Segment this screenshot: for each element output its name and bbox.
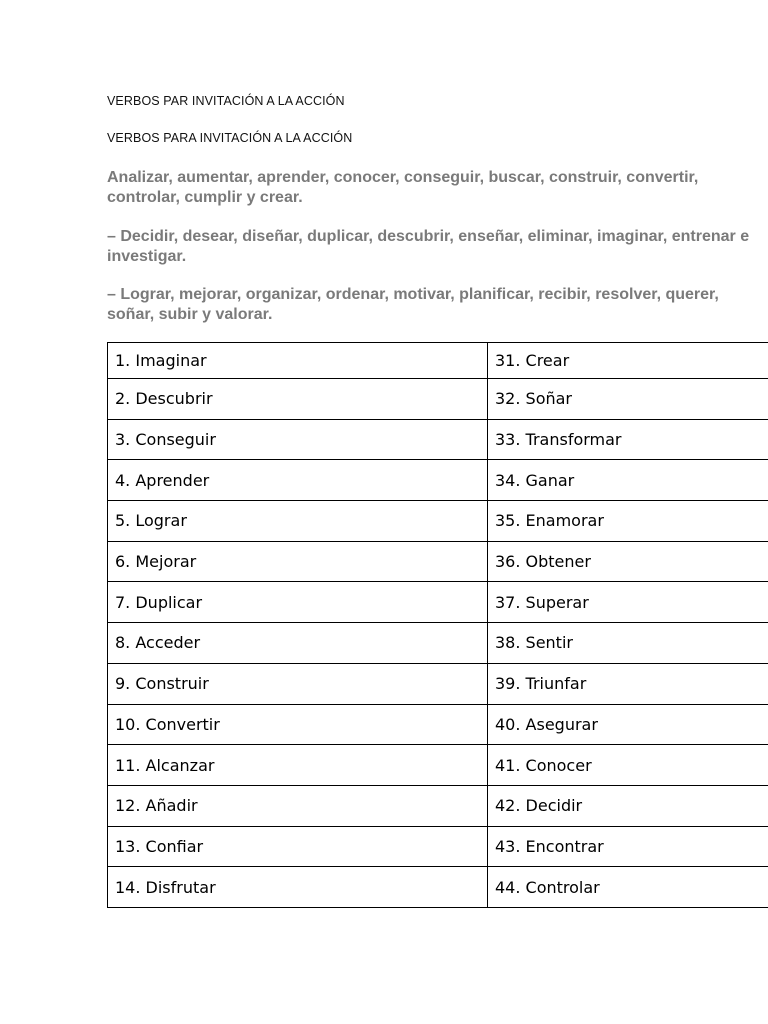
table-row bbox=[108, 542, 768, 583]
table-cell: 10. Convertir bbox=[108, 705, 488, 745]
table-cell: 44. Controlar bbox=[495, 877, 600, 897]
table-row bbox=[108, 745, 768, 786]
table-cell: 42. Decidir bbox=[495, 796, 583, 816]
paragraph-2: – Decidir, desear, diseñar, duplicar, descubrir, enseñar, eliminar, imaginar, entrenar e investigar. bbox=[107, 228, 750, 265]
table-row bbox=[108, 664, 768, 705]
table-row bbox=[108, 705, 768, 746]
verbs-table bbox=[107, 342, 768, 908]
table-row bbox=[108, 867, 768, 908]
paragraph-1: Analizar, aumentar, aprender, conocer, conseguir, buscar, construir, convertir, controlar, cumplir y crear. bbox=[107, 169, 699, 206]
table-cell: 37. Superar bbox=[495, 592, 589, 612]
table-cell: 8. Acceder bbox=[108, 623, 488, 663]
table-cell: 4. Aprender bbox=[108, 460, 488, 500]
document-heading-1: VERBOS PAR INVITACIÓN A LA ACCIÓN bbox=[107, 94, 345, 108]
table-row bbox=[108, 501, 768, 542]
table-cell: 40. Asegurar bbox=[495, 714, 598, 734]
table-row bbox=[108, 827, 768, 868]
table-cell: 39. Triunfar bbox=[495, 674, 587, 694]
table-cell: 31. Crear bbox=[495, 351, 570, 370]
table-row bbox=[108, 460, 768, 501]
table-row bbox=[108, 379, 768, 420]
paragraph-3: – Lograr, mejorar, organizar, ordenar, motivar, planificar, recibir, resolver, querer, soñar, subir y valorar. bbox=[107, 286, 719, 323]
table-cell: 2. Descubrir bbox=[108, 379, 488, 419]
document-heading-2: VERBOS PARA INVITACIÓN A LA ACCIÓN bbox=[107, 131, 353, 145]
table-row bbox=[108, 582, 768, 623]
table-row bbox=[108, 420, 768, 461]
table-cell: 12. Añadir bbox=[108, 786, 488, 826]
table-cell: 3. Conseguir bbox=[108, 420, 488, 460]
table-cell: 43. Encontrar bbox=[495, 836, 604, 856]
table-cell: 14. Disfrutar bbox=[108, 867, 488, 907]
table-cell: 5. Lograr bbox=[108, 501, 488, 541]
table-cell: 6. Mejorar bbox=[108, 542, 488, 582]
table-cell: 36. Obtener bbox=[495, 552, 591, 572]
table-row bbox=[108, 786, 768, 827]
table-cell: 13. Confiar bbox=[108, 827, 488, 867]
table-cell: 38. Sentir bbox=[495, 633, 573, 653]
table-cell: 32. Soñar bbox=[495, 389, 572, 409]
table-cell: 9. Construir bbox=[108, 664, 488, 704]
table-row bbox=[108, 623, 768, 664]
table-cell: 11. Alcanzar bbox=[108, 745, 488, 785]
table-cell: 7. Duplicar bbox=[108, 582, 488, 622]
table-row bbox=[108, 343, 768, 379]
table-cell: 35. Enamorar bbox=[495, 511, 604, 531]
table-cell: 41. Conocer bbox=[495, 755, 592, 775]
table-cell: 1. Imaginar bbox=[108, 343, 488, 378]
table-cell: 34. Ganar bbox=[495, 470, 575, 490]
table-cell: 33. Transformar bbox=[495, 430, 622, 450]
